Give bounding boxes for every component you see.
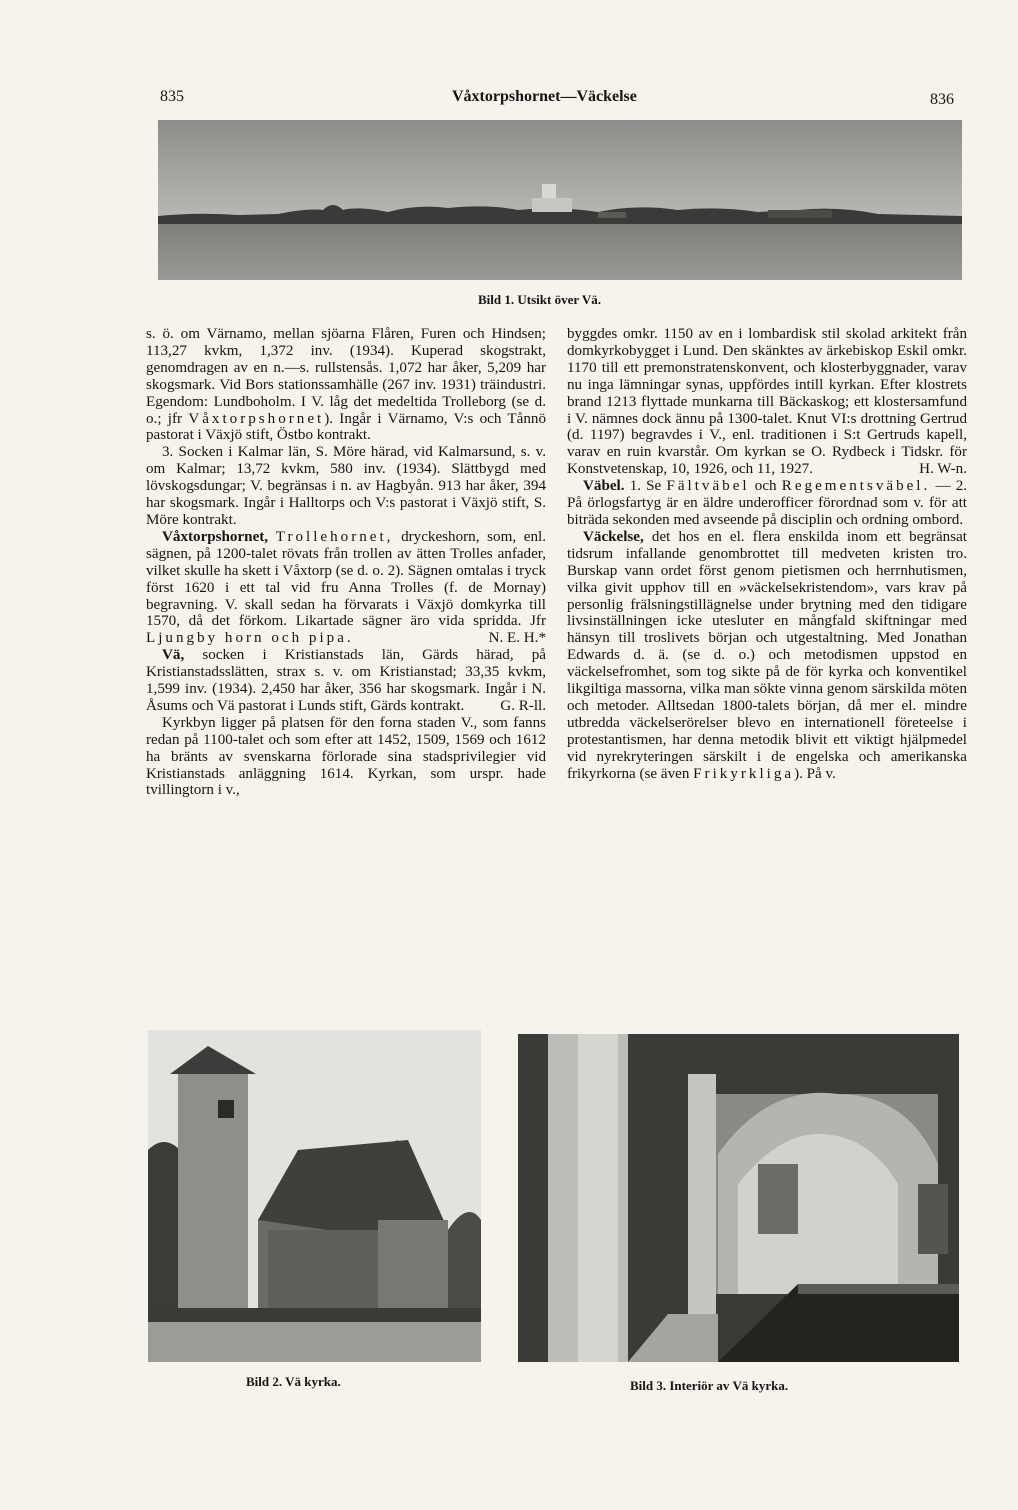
paragraph: s. ö. om Värnamo, mellan sjöarna Flåren, Furen och Hindsen; 113,27 kvkm, 1,372 inv. (1934). Kuperad skogstrakt, genomdragen av en n.—s. rullstensås. 1,072 har åker, 5,209 har skogsmark. Vid Bors stationssamhälle (267 inv. 1931) träindustri. Egendom: Lundboholm. I V. låg det medeltida Trolleborg (se d. o.; jfr Våxtorpshornet). Ingår i Värnamo, V:s och Tånnö pastorat i Växjö stift, Östbo kontrakt. — [146, 326, 546, 444]
paragraph: Våxtorpshornet, Trollehornet, dryckeshorn, som, enl. sägnen, på 1200-talet rövats från trollen av ätten Trolles anfader, vilket skulle ha skett i Våxtorp (se d. o. 2). Sägnen omtalas i tryck först 1620 i ett tal vid fru Anna Trolles (f. de Mornay) begravning. V. skall sedan ha förvarats i Växjö domkyrka till 1570, då det förkom. Likartade sägner äro vida spridda. Jfr Ljungby horn och pipa. N. E. H.* — [146, 528, 546, 647]
church-exterior-photo — [148, 1030, 481, 1362]
paragraph: Vä, socken i Kristianstads län, Gärds härad, på Kristianstadsslätten, strax s. v. om Kristianstad; 33,35 kvkm, 1,599 inv. (1934). 2,450 har åker, 356 har skogsmark. Ingår i N. Åsums och Vä pastorat i Lunds stift, Gärds kontrakt. G. R-ll. — [146, 647, 546, 714]
figure-caption-bild3: Bild 3. Interiör av Vä kyrka. — [630, 1378, 789, 1393]
page-number-right: 836 — [930, 91, 954, 108]
church-interior-photo — [518, 1034, 959, 1362]
paragraph: Väbel. 1. Se Fältväbel och Regementsväbel. — 2. På örlogsfartyg är en äldre underofficer förordnad som v. för att biträda sekonden med avseende på disciplin och ordning ombord. — [567, 478, 968, 528]
figure-caption-bild2: Bild 2. Vä kyrka. — [246, 1374, 341, 1389]
left-column — [146, 326, 546, 799]
paragraph: 3. Socken i Kalmar län, S. Möre härad, vid Kalmarsund, s. v. om Kalmar; 13,72 kvkm, 580 inv. (1934). Slättbygd med lövskogsdungar; V. begränsas i n. av Hagbyån. 913 har åker, 394 har skogsmark. Ingår i Halltorps och V:s pastorat i Växjö stift, S. Möre kontrakt. — [146, 444, 546, 528]
panorama-photo — [158, 120, 962, 280]
page-number-left: 835 — [160, 88, 184, 105]
paragraph: Väckelse, det hos en el. flera enskilda inom ett begränsat tidsrum infallande genombrottet till medveten kristen tro. Burskap vann ordet först genom pietismen och herrnhutismen, vilka givit upphov till en »väckelsekristendom», vars krav på personlig frälsningstillägnelse under brytning med den tidigare livsinställningen icke utesluter en mångfald skiftningar med hänsyn till troslivets början och utgestaltning. Med Jonathan Edwards d. ä. (se d. o.) och metodismen uppstod en väckelsefromhet, som tog sikte på de för kyrka och konventikel likgiltiga massorna, vilka man sökte vinna genom särskilda möten och metoder. Alltsedan 1800-talets början, då mer el. mindre utbredda väckelserörelser blevo en internationell företeelse i protestantismen, har denna metodik blivit ett viktigt hjälpmedel vid nyrekryteringen särskilt i de engelska och amerikanska frikyrkorna (se även Frikyrkliga). På v. — [567, 528, 967, 782]
figure-caption-bild1: Bild 1. Utsikt över Vä. — [478, 292, 602, 307]
running-title: Våxtorpshornet—Väckelse — [452, 88, 637, 105]
paragraph: byggdes omkr. 1150 av en i lombardisk stil skolad arkitekt från domkyrkobygget i Lund. Den skänktes av ärkebiskop Eskil omkr. 1170 till ett premonstratenskonvent, och klosterbyggnader, varav nu inga lämningar synas, uppfördes intill kyrkan. Efter klostrets brand 1213 flyttade munkarna till Bäckaskog; ett klostersamfund i V. nämnes dock ännu på 1300-talet. Knut VI:s drottning Gertrud (d. 1197) begravdes i V., enl. traditionen i S:t Gertruds kapell, varav en ruin kvarstår. Om kyrkan se O. Rydbeck i Tidskr. för Konstvetenskap, 10, 1926, och 11, 1927. H. W-n. — [567, 326, 967, 478]
paragraph: Kyrkbyn ligger på platsen för den forna staden V., som fanns redan på 1100-talet och som efter att 1452, 1509, 1569 och 1612 ha bränts av svenskarna förlorade sina stadsprivilegier vid Kristianstads anläggning 1614. Kyrkan, som urspr. hade tvillingtorn i v., — [146, 714, 546, 799]
right-column — [567, 326, 967, 782]
